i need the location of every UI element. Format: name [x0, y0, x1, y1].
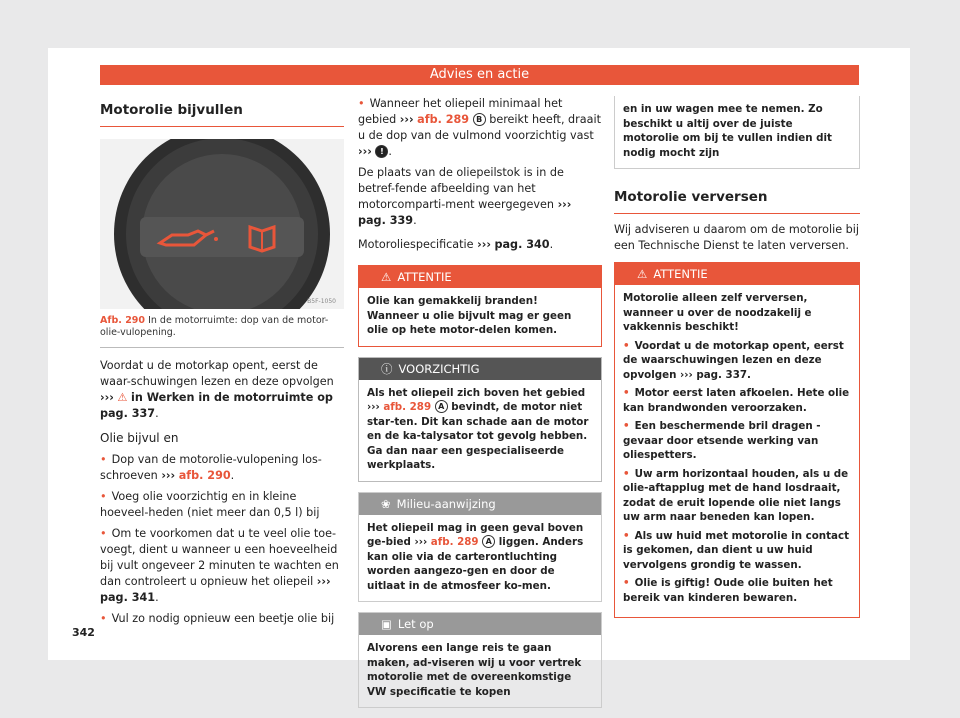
note-icon: ▣ [381, 617, 392, 631]
subheading-olie-bijvullen: Olie bijvul en [100, 431, 179, 445]
voorzichtig-header [359, 358, 601, 380]
paragraph-text: Motoroliespecificatie [358, 238, 478, 251]
attentie-lead: Motorolie alleen zelf verversen, wanneer u over de noodzakelij e vakkennis beschikt! [623, 292, 812, 333]
attentie-title: ATTENTIE [397, 270, 452, 284]
list-item [358, 96, 602, 160]
chevron-icon: ››› [358, 145, 372, 158]
column-2 [358, 96, 602, 718]
milieu-box [358, 492, 602, 603]
list-item [100, 526, 344, 606]
figure-link[interactable]: afb. 289 [417, 113, 470, 126]
section-title-verversen: Motorolie verversen [614, 183, 860, 214]
page-link[interactable]: pag. 341 [100, 591, 156, 604]
chevron-icon: ››› [680, 368, 693, 381]
attentie-title-2: ATTENTIE [653, 267, 708, 281]
letop-continued-body: en in uw wagen mee te nemen. Zo beschikt u altij over de juiste motorolie om bij te vullen indien dit nodig mocht zijn [623, 103, 832, 159]
callout-letter: B [473, 113, 486, 126]
intro-paragraph [100, 358, 344, 422]
letop-box-continued [614, 96, 860, 169]
attentie-header-2 [615, 263, 859, 285]
oil-cap-illustration [100, 139, 344, 309]
voorzichtig-body [359, 380, 601, 481]
figure-caption [100, 315, 344, 348]
attentie-body-2 [615, 285, 859, 617]
figure-link[interactable]: afb. 290 [178, 469, 231, 482]
list-item-text: Voordat u de motorkap opent, eerst de waarschuwingen lezen en deze opvolgen [623, 339, 844, 381]
list-item: • Een beschermende bril dragen - gevaar door etsende werking van oliespetters. [623, 419, 851, 463]
caption-figure-number: Afb. 290 [100, 315, 146, 326]
letop-body: Alvorens een lange reis te gaan maken, ad-viseren wij u voor vertrek motorolie met de overeenkomstige VW specificatie te kopen [367, 642, 582, 698]
chevron-icon: ››› [557, 198, 572, 211]
verversen-intro: Wij adviseren u daarom om de motorolie bij een Technische Dienst te laten verversen. [614, 223, 859, 252]
letop-box [358, 612, 602, 708]
paragraph-text: De plaats van de oliepeilstok is in de betref-fende afbeelding van het motorcomparti-ment weergegeven [358, 166, 564, 211]
chevron-icon: ››› [161, 469, 176, 482]
callout-letter: A [435, 400, 448, 413]
milieu-title: Milieu-aanwijzing [396, 496, 496, 511]
list-item-text: Dop van de motorolie-vulopening los-schroeven [100, 453, 322, 482]
page-number: 342 [72, 626, 95, 639]
warning-info-icon: ! [375, 145, 388, 158]
voorzichtig-text-2: bevindt, de motor niet star-ten. Dit kan schade aan de motor en de ka-talysator tot gevolg hebben. Ga dan naar een gespecialiseerde werkplaats. [367, 401, 589, 471]
list-item: • Als uw huid met motorolie in contact is gekomen, dan dient u uw huid vervolgens grondig te wassen. [623, 529, 851, 573]
list-item: • Voeg olie voorzichtig en in kleine hoeveel-heden (niet meer dan 0,5 l) bij [100, 489, 344, 521]
letop-title: Let op [397, 617, 434, 631]
chevron-icon: ››› [100, 391, 114, 404]
list-item-end: . [388, 145, 392, 158]
list-item: • Uw arm horizontaal houden, als u de olie-aftapplug met de hand losdraait, zodat de eruit lopende olie niet langs uw arm naar beneden kan lopen. [623, 467, 851, 525]
paragraph-end: . [413, 214, 417, 227]
column-3 [614, 96, 860, 628]
warning-triangle-icon: ⚠ [381, 270, 392, 284]
figure-link[interactable]: afb. 289 [383, 401, 432, 413]
list-item: • Motor eerst laten afkoelen. Hete olie kan brandwonden veroorzaken. [623, 386, 851, 415]
page-link[interactable]: pag. 339 [358, 214, 414, 227]
milieu-text: Het oliepeil mag in geen geval boven ge-bied [367, 521, 584, 548]
list-item-text: Wanneer het oliepeil minimaal het gebied [358, 97, 563, 126]
voorzichtig-box [358, 357, 602, 482]
list-item-end: . [747, 368, 751, 381]
attentie-body: Olie kan gemakkelij branden! Wanneer u olie bijvult mag er geen olie op hete motor-delen komen. [367, 295, 572, 336]
list-item: • Olie is giftig! Oude olie buiten het bereik van kinderen bewaren. [623, 576, 851, 605]
list-item-text-2: bereikt heeft, draait u de dop van de vulmond voorzichtig vast [358, 113, 601, 142]
dipstick-paragraph [358, 165, 602, 229]
attentie-header [359, 266, 601, 288]
list-item-text: Om te voorkomen dat u te veel olie toe-voegt, dient u wanneer u een hoeveelheid bij vult ongeveer 2 minuten te wachten en dan controleert u opnieuw het oliepeil [100, 527, 339, 588]
chevron-icon: ››› [477, 238, 491, 251]
spec-paragraph [358, 237, 602, 253]
leaf-icon: ❀ [381, 496, 391, 511]
chapter-header: Advies en actie [100, 65, 859, 85]
chevron-icon: ››› [414, 536, 428, 548]
caption-text: In de motorruimte: dop van de motor-olie-vulopening. [100, 315, 329, 338]
intro-text-a: Voordat u de motorkap opent, eerst de waar-schuwingen lezen en deze opvolgen [100, 359, 334, 388]
milieu-header [359, 493, 601, 515]
figure-code: B5F-1050 [307, 298, 336, 305]
milieu-body [359, 515, 601, 602]
info-circle-icon: ⓘ [381, 361, 393, 376]
section-title-bijvullen: Motorolie bijvullen [100, 96, 344, 127]
chevron-icon: ››› [399, 113, 414, 126]
attentie-box [358, 265, 602, 347]
chevron-icon: ››› [316, 575, 331, 588]
callout-letter: A [482, 535, 495, 548]
list-item-end: . [155, 591, 159, 604]
page-link[interactable]: pag. 337 [696, 368, 748, 381]
letop-header [359, 613, 601, 635]
page-link[interactable]: pag. 340 [494, 238, 550, 251]
attentie-box-2 [614, 262, 860, 618]
chevron-icon: ››› [367, 401, 380, 413]
voorzichtig-text: Als het oliepeil zich boven het gebied [367, 386, 586, 399]
warning-triangle-icon: ⚠ [117, 391, 128, 404]
list-item [623, 339, 851, 383]
intro-link[interactable]: in Werken in de motorruimte op pag. 337 [100, 391, 333, 420]
list-item [100, 452, 344, 484]
list-item: • Vul zo nodig opnieuw een beetje olie bij [100, 611, 344, 627]
list-item-end: . [230, 469, 235, 482]
figure-link[interactable]: afb. 289 [430, 536, 479, 548]
oil-cap-figure [100, 139, 344, 309]
warning-triangle-icon: ⚠ [637, 267, 648, 281]
column-1 [100, 96, 344, 632]
paragraph-end: . [549, 238, 554, 251]
voorzichtig-title: VOORZICHTIG [398, 361, 480, 376]
milieu-text-2: liggen. Anders kan olie via de carterontluchting worden aangezo-gen en door de uitlaat in de atmosfeer ko-men. [367, 536, 584, 592]
intro-text-c: . [155, 407, 159, 420]
